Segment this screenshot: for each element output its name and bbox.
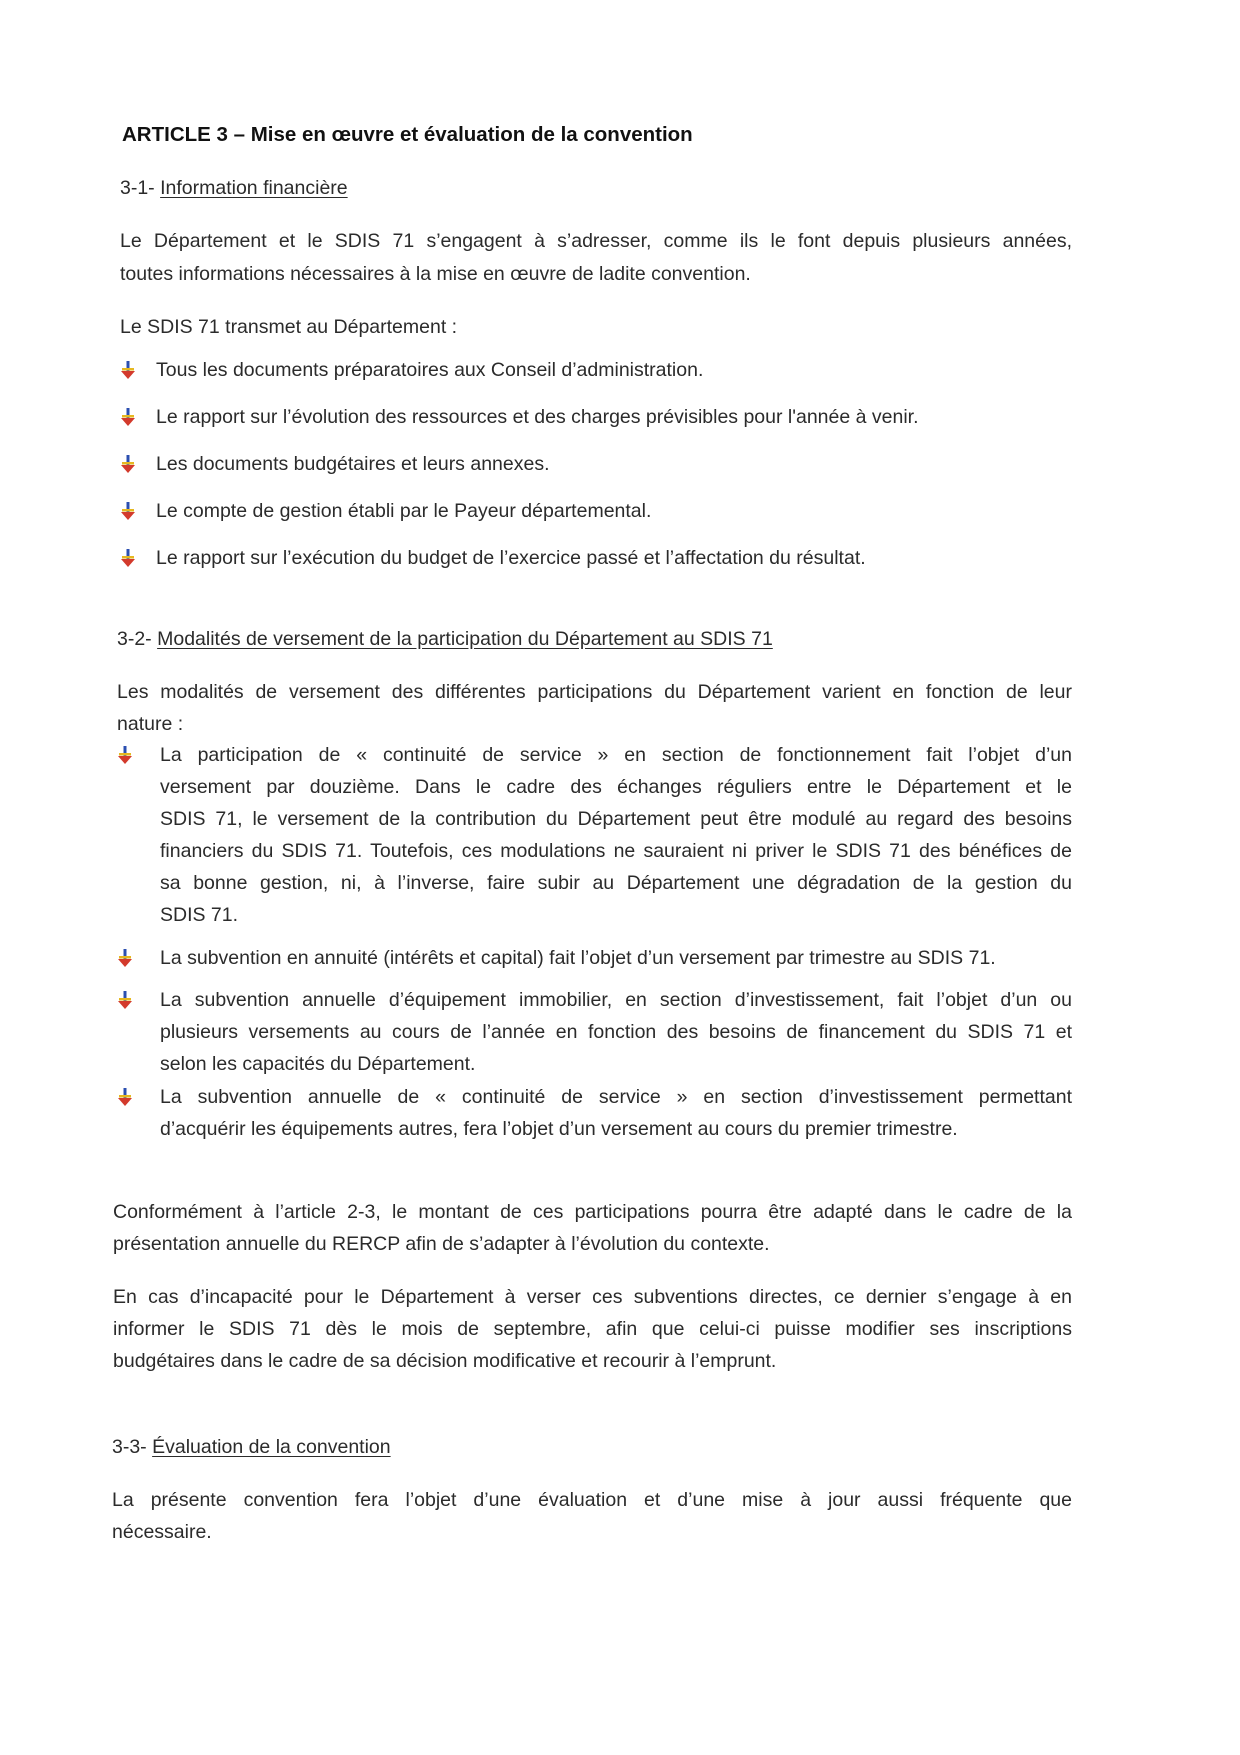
list-item-line: financiers du SDIS 71. Toutefois, ces modulations ne sauraient ni priver le SDIS 71 des bénéfices de [160, 840, 1072, 862]
arrow-down-bullet-icon [117, 990, 133, 1010]
paragraph-line: informer le SDIS 71 dès le mois de septembre, afin que celui-ci puisse modifier ses inscriptions [113, 1318, 1072, 1340]
paragraph-line: La présente convention fera l’objet d’une évaluation et d’une mise à jour aussi fréquente que [112, 1489, 1072, 1511]
arrow-down-bullet-icon [120, 454, 136, 474]
arrow-down-bullet-icon [120, 407, 136, 427]
paragraph-line: budgétaires dans le cadre de sa décision modificative et recourir à l’emprunt. [113, 1350, 777, 1372]
arrow-down-bullet-icon [117, 1087, 133, 1107]
section-heading-3-3 [112, 1431, 391, 1464]
section-number: 3-3- [112, 1436, 147, 1458]
list-item-line: La subvention annuelle d’équipement immobilier, en section d’investissement, fait l’objet d’un ou [160, 989, 1072, 1011]
list-item-line: SDIS 71, le versement de la contribution du Département peut être modulé au regard des besoins [160, 808, 1072, 830]
list-item: Les documents budgétaires et leurs annexes. [156, 453, 550, 475]
paragraph-line: Le Département et le SDIS 71 s’engagent à s’adresser, comme ils le font depuis plusieurs années, [120, 230, 1072, 252]
section-number: 3-2- [117, 628, 152, 650]
list-item-line: La subvention en annuité (intérêts et capital) fait l’objet d’un versement par trimestre au SDIS 71. [160, 947, 996, 969]
list-item-line: d’acquérir les équipements autres, fera l’objet d’un versement au cours du premier trimestre. [160, 1118, 958, 1140]
list-item-line: La subvention annuelle de « continuité de service » en section d’investissement permettant [160, 1086, 1072, 1108]
section-title: Information financière [160, 177, 348, 199]
arrow-down-bullet-icon [120, 548, 136, 568]
list-item-line: versement par douzième. Dans le cadre des échanges réguliers entre le Département et le [160, 776, 1072, 798]
article-title: ARTICLE 3 – Mise en œuvre et évaluation de la convention [122, 123, 693, 146]
list-item: Le compte de gestion établi par le Payeur départemental. [156, 500, 652, 522]
section-heading-3-1 [120, 172, 348, 205]
section-title: Évaluation de la convention [152, 1436, 391, 1458]
paragraph-line: nécessaire. [112, 1521, 212, 1543]
list-item-line: plusieurs versements au cours de l’année en fonction des besoins de financement du SDIS 71 et [160, 1021, 1072, 1043]
section-title: Modalités de versement de la participation du Département au SDIS 71 [157, 628, 773, 650]
paragraph-line: toutes informations nécessaires à la mise en œuvre de ladite convention. [120, 263, 751, 285]
arrow-down-bullet-icon [117, 745, 133, 765]
list-item: Le rapport sur l’exécution du budget de l’exercice passé et l’affectation du résultat. [156, 547, 866, 569]
list-item-line: sa bonne gestion, ni, à l’inverse, faire subir au Département une dégradation de la gestion du [160, 872, 1072, 894]
arrow-down-bullet-icon [120, 360, 136, 380]
list-item-line: La participation de « continuité de service » en section de fonctionnement fait l’objet d’un [160, 744, 1072, 766]
section-heading-3-2 [117, 623, 773, 656]
paragraph-line: En cas d’incapacité pour le Département à verser ces subventions directes, ce dernier s’engage à en [113, 1286, 1072, 1308]
arrow-down-bullet-icon [120, 501, 136, 521]
paragraph-line: Conformément à l’article 2-3, le montant de ces participations pourra être adapté dans le cadre de la [113, 1201, 1072, 1223]
paragraph-line: nature : [117, 713, 184, 735]
section-number: 3-1- [120, 177, 155, 199]
list-item-line: selon les capacités du Département. [160, 1053, 476, 1075]
paragraph-line: présentation annuelle du RERCP afin de s’adapter à l’évolution du contexte. [113, 1233, 770, 1255]
list-item-line: SDIS 71. [160, 904, 239, 926]
list-item: Le rapport sur l’évolution des ressources et des charges prévisibles pour l'année à venir. [156, 406, 919, 428]
paragraph-line: Les modalités de versement des différentes participations du Département varient en fonction de leur [117, 681, 1072, 703]
paragraph-line: Le SDIS 71 transmet au Département : [120, 316, 458, 338]
arrow-down-bullet-icon [117, 948, 133, 968]
list-item: Tous les documents préparatoires aux Conseil d’administration. [156, 359, 704, 381]
